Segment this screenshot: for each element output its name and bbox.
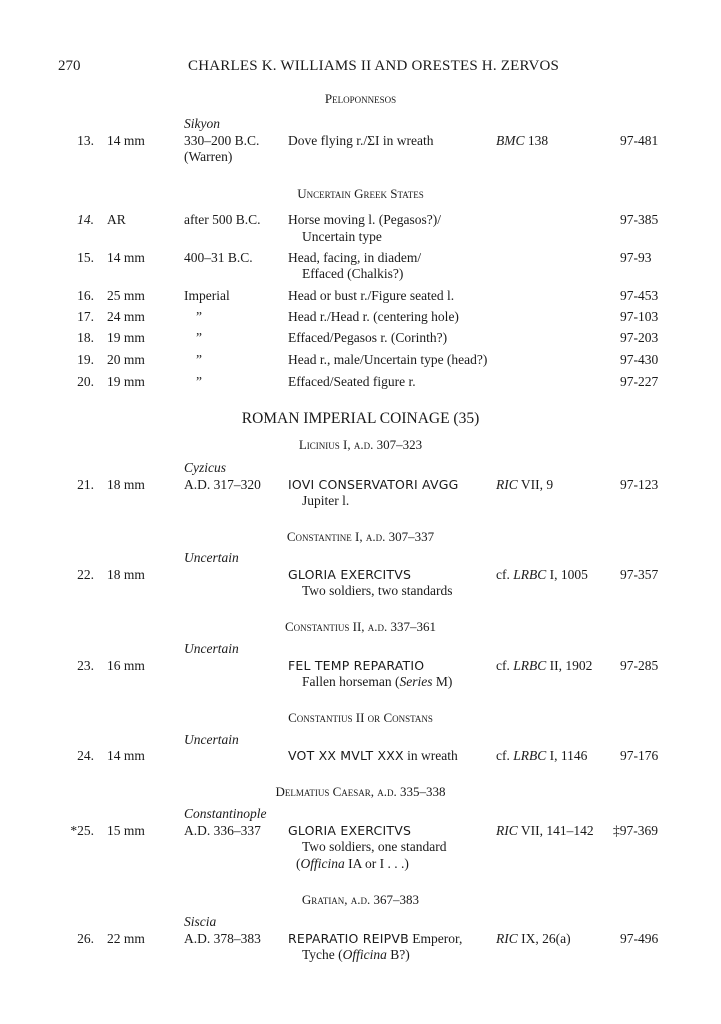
- reference-prefix: cf.: [496, 567, 514, 582]
- coin-size: 18 mm: [107, 477, 145, 492]
- subsection-heading-delmatius: Delmatius Caesar, a.d. 335–338: [275, 784, 446, 799]
- entry-number: 19.: [77, 352, 94, 367]
- coin-legend: IOVI CONSERVATORI AVGG: [288, 477, 459, 492]
- coin-description-cont: Effaced (Chalkis?): [302, 266, 404, 281]
- mint-label: Uncertain: [184, 550, 239, 565]
- reference-prefix: cf.: [496, 748, 514, 763]
- entry-number: 22.: [77, 567, 94, 582]
- coin-legend: REPARATIO REIPVB: [288, 931, 409, 946]
- coin-size: 15 mm: [107, 823, 145, 838]
- reference-number: VII, 9: [517, 477, 554, 492]
- description-italic: Officina: [342, 947, 387, 962]
- reference-abbrev: BMC: [496, 133, 525, 148]
- description-part: Tyche (: [302, 947, 343, 962]
- inventory-number: 97-481: [620, 133, 659, 148]
- coin-date: A.D. 378–383: [184, 931, 261, 946]
- reference-abbrev: RIC: [496, 823, 518, 838]
- reference-abbrev: LRBC: [513, 748, 547, 763]
- reference-abbrev: RIC: [496, 931, 518, 946]
- mint-label: Siscia: [184, 914, 217, 929]
- subsection-heading-constantine: Constantine I, a.d. 307–337: [286, 529, 435, 544]
- catalog-reference: [496, 658, 592, 674]
- section-heading-roman-imperial: ROMAN IMPERIAL COINAGE (35): [241, 410, 480, 427]
- description-part: Fallen horseman (: [302, 674, 400, 689]
- mint-label: Uncertain: [184, 641, 239, 656]
- coin-description: Effaced/Pegasos r. (Corinth?): [288, 330, 448, 345]
- reference-abbrev: LRBC: [513, 567, 547, 582]
- subsection-heading-constantius-or-constans: Constantius II or Constans: [288, 710, 433, 725]
- mint-label: Uncertain: [184, 732, 239, 747]
- catalog-reference: [496, 748, 587, 764]
- coin-size: 14 mm: [107, 133, 145, 148]
- page-number: 270: [58, 58, 81, 74]
- entry-number: 14.: [77, 212, 94, 227]
- coin-description: Horse moving l. (Pegasos?)/: [288, 212, 441, 227]
- entry-number: 16.: [77, 288, 94, 303]
- coin-size: 24 mm: [107, 309, 145, 324]
- description-part: IA or I . . .): [344, 856, 409, 871]
- inventory-number: 97-357: [620, 567, 659, 582]
- entry-number: 15.: [77, 250, 94, 265]
- description-italic: Series: [399, 674, 433, 689]
- coin-legend: GLORIA EXERCITVS: [288, 567, 412, 582]
- coin-legend-line: [288, 931, 462, 947]
- inventory-number: 97-385: [620, 212, 659, 227]
- reference-number: I, 1146: [546, 748, 588, 763]
- coin-description: Dove flying r./ΣΙ in wreath: [288, 133, 434, 148]
- coin-description-cont: [302, 947, 410, 963]
- coin-size: 18 mm: [107, 567, 145, 582]
- catalog-reference: [496, 477, 553, 493]
- ditto-mark: ”: [196, 374, 202, 389]
- coin-date: A.D. 336–337: [184, 823, 261, 838]
- coin-size: 14 mm: [107, 748, 145, 763]
- inventory-number: 97-430: [620, 352, 659, 367]
- coin-legend: FEL TEMP REPARATIO: [288, 658, 425, 673]
- inventory-number: 97-103: [620, 309, 659, 324]
- coin-description-cont: [296, 856, 409, 872]
- coin-date: 330–200 B.C.: [184, 133, 260, 148]
- catalog-reference: [496, 133, 548, 149]
- coin-description-cont: Uncertain type: [302, 229, 382, 244]
- inventory-number: 97-285: [620, 658, 659, 673]
- ditto-mark: ”: [196, 352, 202, 367]
- inventory-number: 97-227: [620, 374, 659, 389]
- entry-number: 13.: [77, 133, 94, 148]
- reference-number: VII, 141–142: [517, 823, 594, 838]
- inventory-number: 97-176: [620, 748, 659, 763]
- entry-number: 20.: [77, 374, 94, 389]
- coin-description-cont: Two soldiers, two standards: [302, 583, 453, 598]
- running-title: CHARLES K. WILLIAMS II AND ORESTES H. ZERVOS: [188, 58, 560, 74]
- description-part: B?): [386, 947, 410, 962]
- coin-legend-line: [288, 748, 458, 764]
- coin-description: Head or bust r./Figure seated l.: [288, 288, 455, 303]
- reference-number: 138: [524, 133, 549, 148]
- coin-size: 20 mm: [107, 352, 145, 367]
- inventory-number: 97-496: [620, 931, 659, 946]
- coin-size: 22 mm: [107, 931, 145, 946]
- subsection-heading-licinius: Licinius I, a.d. 307–323: [298, 437, 423, 452]
- inventory-number: ‡97-369: [613, 823, 658, 838]
- section-heading-peloponnesos: Peloponnesos: [324, 91, 397, 106]
- coin-date: after 500 B.C.: [184, 212, 261, 227]
- ditto-mark: ”: [196, 330, 202, 345]
- description-part: (: [296, 856, 301, 871]
- coin-description-cont: Jupiter l.: [302, 493, 350, 508]
- entry-number: 24.: [77, 748, 94, 763]
- coin-legend: VOT XX MVLT XXX: [288, 748, 404, 763]
- catalog-reference: [496, 567, 588, 583]
- inventory-number: 97-453: [620, 288, 659, 303]
- coin-description: Head, facing, in diadem/: [288, 250, 422, 265]
- reference-abbrev: LRBC: [513, 658, 547, 673]
- catalog-reference: [496, 931, 571, 947]
- mint-label: Constantinople: [184, 806, 267, 821]
- description-italic: Officina: [300, 856, 345, 871]
- coin-date: A.D. 317–320: [184, 477, 261, 492]
- reference-abbrev: RIC: [496, 477, 518, 492]
- legend-note: in wreath: [407, 748, 458, 763]
- reference-number: II, 1902: [546, 658, 593, 673]
- inventory-number: 97-123: [620, 477, 659, 492]
- coin-description: Effaced/Seated figure r.: [288, 374, 416, 389]
- entry-number: 23.: [77, 658, 94, 673]
- coin-size: 16 mm: [107, 658, 145, 673]
- legend-note: Emperor,: [412, 931, 463, 946]
- coin-description: Head r., male/Uncertain type (head?): [288, 352, 488, 367]
- coin-date: Imperial: [184, 288, 230, 303]
- coin-description-cont: [302, 674, 452, 690]
- entry-number: 26.: [77, 931, 94, 946]
- subsection-heading-gratian: Gratian, a.d. 367–383: [301, 892, 420, 907]
- entry-number: 17.: [77, 309, 94, 324]
- coin-size: 25 mm: [107, 288, 145, 303]
- reference-number: I, 1005: [546, 567, 588, 582]
- mint-label: Sikyon: [184, 116, 220, 131]
- reference-prefix: cf.: [496, 658, 514, 673]
- inventory-number: 97-203: [620, 330, 659, 345]
- reference-number: IX, 26(a): [517, 931, 571, 946]
- catalog-reference: [496, 823, 594, 839]
- coin-size: 19 mm: [107, 330, 145, 345]
- mint-label: Cyzicus: [184, 460, 226, 475]
- coin-description-cont: Two soldiers, one standard: [302, 839, 447, 854]
- coin-legend: GLORIA EXERCITVS: [288, 823, 412, 838]
- coin-date-note: (Warren): [184, 149, 233, 164]
- coin-size: AR: [107, 212, 126, 227]
- coin-size: 14 mm: [107, 250, 145, 265]
- section-heading-uncertain-greek: Uncertain Greek States: [297, 186, 424, 201]
- inventory-number: 97-93: [620, 250, 652, 265]
- coin-date: 400–31 B.C.: [184, 250, 253, 265]
- entry-number: 18.: [77, 330, 94, 345]
- coin-size: 19 mm: [107, 374, 145, 389]
- description-part: M): [432, 674, 453, 689]
- entry-number: 21.: [77, 477, 94, 492]
- subsection-heading-constantius: Constantius II, a.d. 337–361: [284, 619, 437, 634]
- entry-number: *25.: [70, 823, 94, 838]
- ditto-mark: ”: [196, 309, 202, 324]
- coin-description: Head r./Head r. (centering hole): [288, 309, 459, 324]
